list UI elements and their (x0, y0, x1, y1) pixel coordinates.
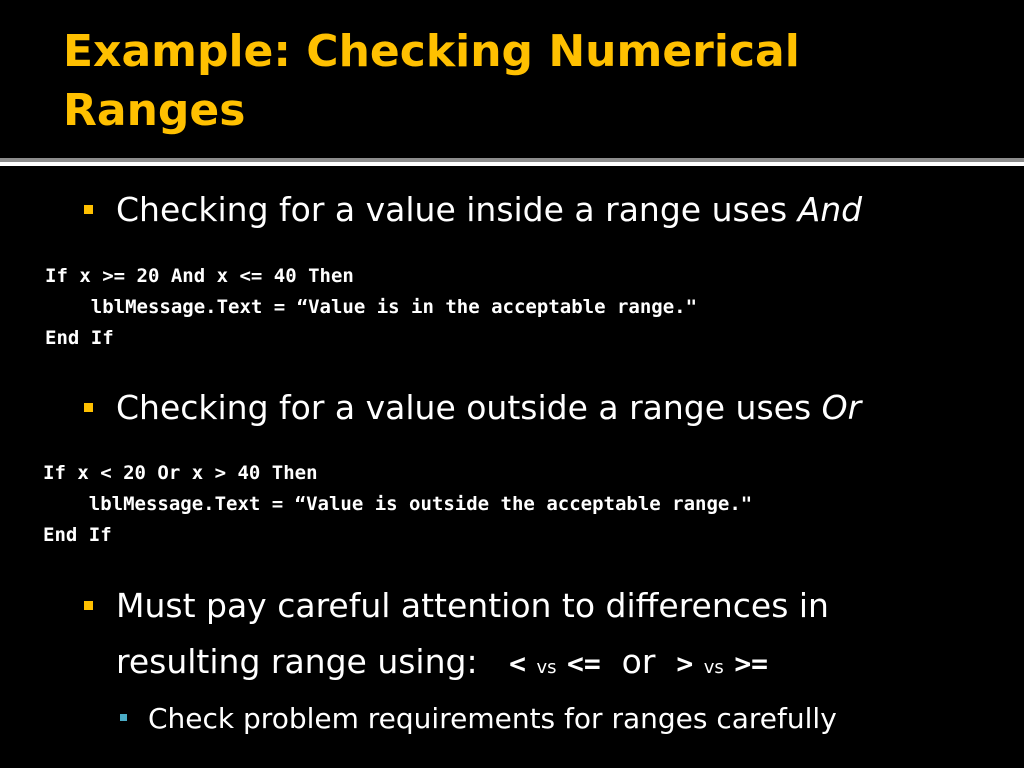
code-line: End If (45, 327, 114, 349)
operator-le: <= (566, 647, 601, 680)
bullet-inside-range-text: Checking for a value inside a range uses (116, 190, 798, 229)
code-line: If x >= 20 And x <= 40 Then (45, 265, 354, 287)
bullet-square-icon (84, 601, 93, 610)
bullet-attention-line1: Must pay careful attention to differences in (116, 586, 829, 625)
bullet-outside-range-text: Checking for a value outside a range uses (116, 388, 822, 427)
vs-label: vs (703, 657, 724, 678)
vs-label: vs (536, 657, 557, 678)
bullet-attention (116, 578, 829, 696)
bullet-attention-line2: resulting range using: (116, 642, 478, 681)
code-line: lblMessage.Text = “Value is outside the acceptable range." (43, 493, 753, 515)
bullet-inside-range (116, 182, 862, 238)
sub-bullet-square-icon (120, 714, 127, 721)
code-block-inside (45, 261, 697, 354)
keyword-and: And (797, 190, 863, 229)
operator-gt: > (676, 647, 694, 680)
sub-bullet-check-requirements: Check problem requirements for ranges carefully (148, 702, 837, 735)
code-line: End If (43, 524, 112, 546)
slide-title (63, 22, 1003, 140)
bullet-square-icon (84, 403, 93, 412)
bullet-square-icon (84, 205, 93, 214)
code-line: lblMessage.Text = “Value is in the acceptable range." (45, 296, 698, 318)
operator-ge: >= (734, 647, 769, 680)
operator-lt: < (509, 647, 526, 680)
or-label: or (621, 642, 656, 681)
bullet-outside-range (116, 380, 861, 436)
slide-title-line2: Ranges (63, 85, 246, 136)
slide-title-line1: Example: Checking Numerical (63, 26, 800, 77)
title-divider-white (0, 162, 1024, 166)
code-block-outside (43, 458, 752, 551)
code-line: If x < 20 Or x > 40 Then (43, 462, 318, 484)
keyword-or: Or (821, 388, 862, 427)
